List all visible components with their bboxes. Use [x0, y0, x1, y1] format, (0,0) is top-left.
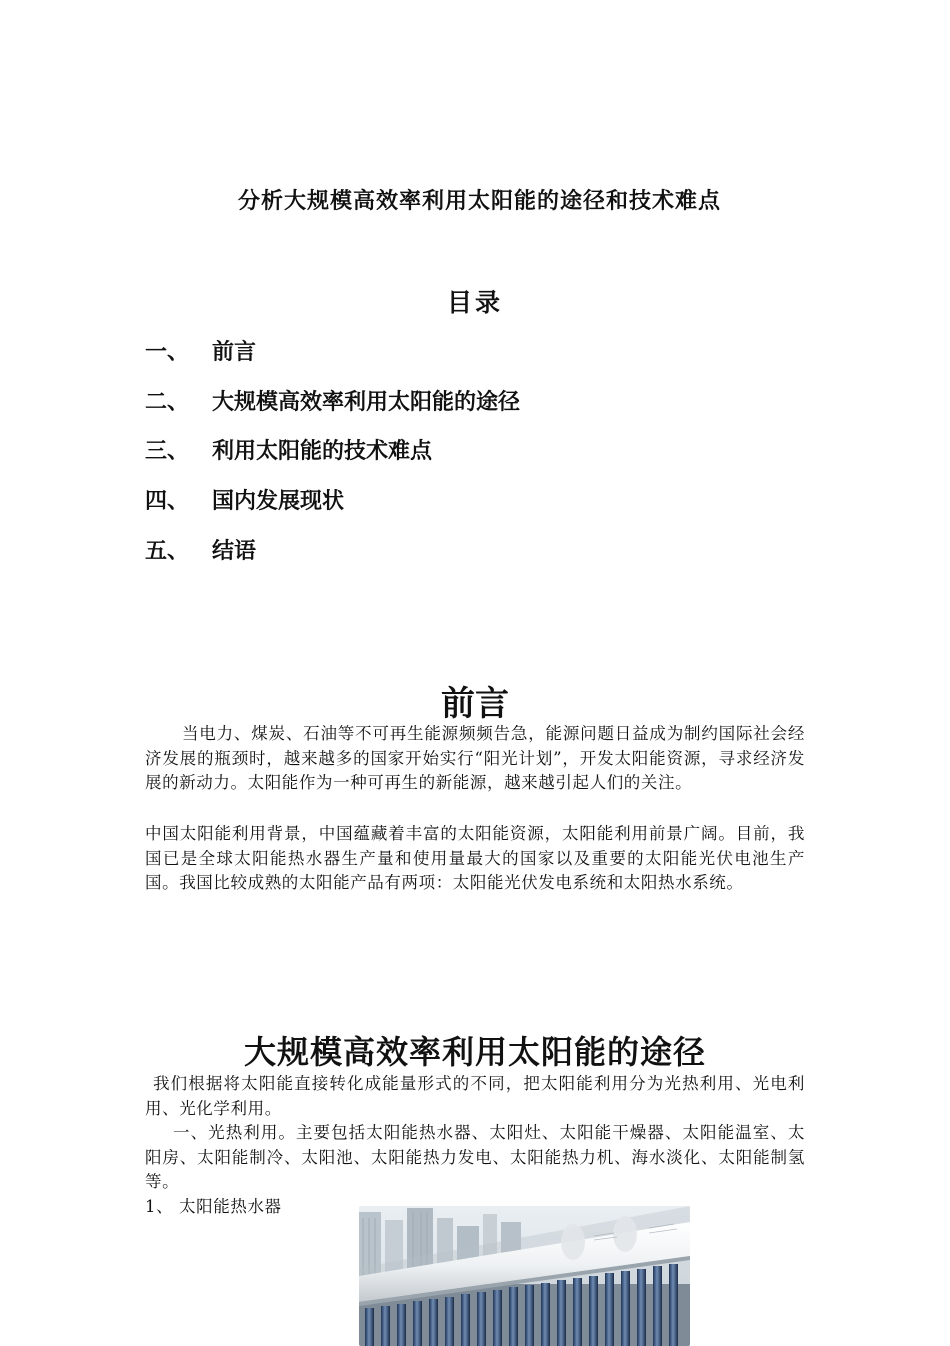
methods-intro-paragraph: 我们根据将太阳能直接转化成能量形式的不同，把太阳能利用分为光热利用、光电利用、光化学利用。 [145, 1074, 805, 1118]
toc-item-number: 五、 [145, 538, 190, 564]
toc-item-label: 大规模高效率利用太阳能的途径 [212, 389, 521, 415]
toc-item-label: 利用太阳能的技术难点 [212, 438, 433, 464]
toc-item-number: 四、 [145, 488, 190, 514]
toc-heading: 目录 [446, 288, 503, 317]
toc-item-label: 前言 [212, 339, 257, 365]
toc-item-label: 结语 [212, 538, 257, 564]
preface-paragraph: 中国太阳能利用背景，中国蕴藏着丰富的太阳能资源，太阳能利用前景广阔。目前，我国已是全球太阳能热水器生产量和使用量最大的国家以及重要的太阳能光伏电池生产国。我国比较成熟的太阳能产品有两项：太阳能光伏发电系统和太阳热水系统。 [145, 824, 805, 892]
document-title: 分析大规模高效率利用太阳能的途径和技术难点 [238, 188, 722, 214]
solar-water-heater-photo [359, 1206, 690, 1346]
methods-heading: 大规模高效率利用太阳能的途径 [243, 1033, 706, 1071]
list-item-solar-water-heater: 1、 太阳能热水器 [145, 1197, 282, 1216]
toc-item-number: 一、 [145, 339, 190, 365]
toc-item-number: 三、 [145, 438, 190, 464]
photothermal-paragraph: 一、光热利用。主要包括太阳能热水器、太阳灶、太阳能干燥器、太阳能温室、太阳房、太阳能制冷、太阳池、太阳能热力发电、太阳能热力机、海水淡化、太阳能制氢等。 [145, 1123, 805, 1191]
preface-paragraph: 当电力、煤炭、石油等不可再生能源频频告急，能源问题日益成为制约国际社会经济发展的瓶颈时，越来越多的国家开始实行“阳光计划”，开发太阳能资源，寻求经济发展的新动力。太阳能作为一种可再生的新能源，越来越引起人们的关注。 [145, 724, 805, 792]
preface-heading: 前言 [441, 684, 509, 724]
toc-item-number: 二、 [145, 389, 190, 415]
toc-item-label: 国内发展现状 [212, 488, 345, 514]
